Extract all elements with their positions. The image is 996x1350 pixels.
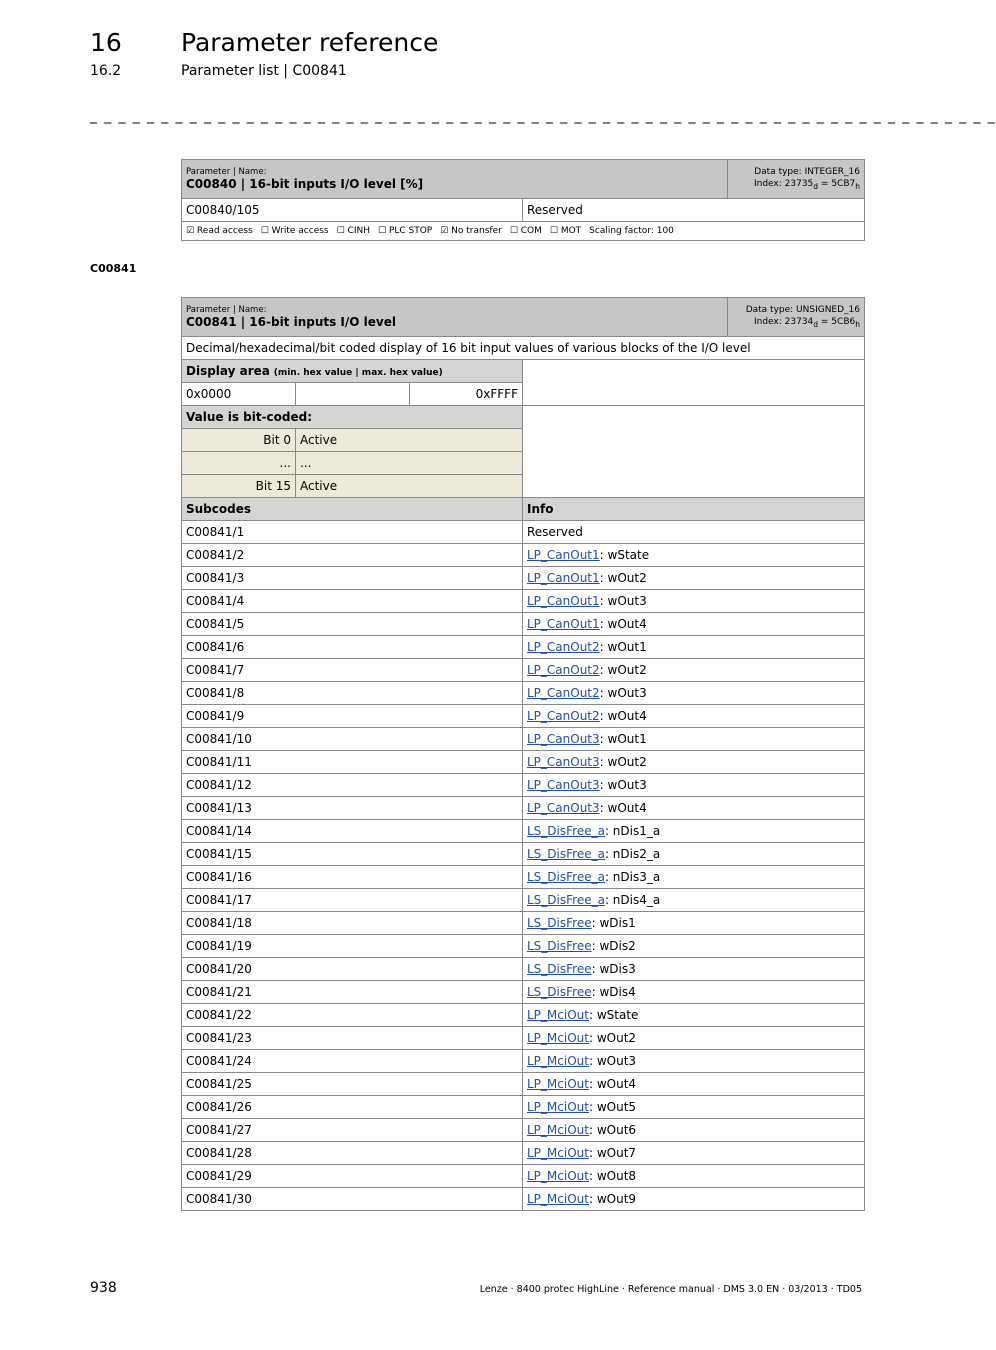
empty-cell [296,383,410,406]
subcode-cell: C00841/23 [182,1027,523,1050]
subcode-cell: C00841/3 [182,567,523,590]
info-text: : wOut2 [588,1031,637,1045]
flag-plc-stop: ☐ PLC STOP [378,226,433,236]
block-link[interactable]: LS_DisFree [527,939,592,953]
info-text: : wOut1 [599,732,647,746]
block-link[interactable]: LP_CanOut1 [527,617,600,631]
info-cell [523,1096,865,1119]
bit-label: ... [182,452,296,475]
block-link[interactable]: LP_CanOut3 [527,778,600,792]
block-link[interactable]: LP_CanOut2 [527,640,600,654]
info-cell [523,705,865,728]
block-link[interactable]: LP_MciOut [527,1031,589,1045]
block-link[interactable]: LP_CanOut3 [527,732,600,746]
bit-label: Bit 15 [182,475,296,498]
code-label: C00841 [90,262,137,275]
subcode-cell: C00841/28 [182,1142,523,1165]
table-row [182,613,865,636]
subcode-cell: C00841/12 [182,774,523,797]
info-text: : wOut2 [599,755,647,769]
max-value: 0xFFFF [410,383,523,406]
info-text: : wOut4 [588,1077,637,1091]
subcode-cell: C00841/27 [182,1119,523,1142]
table-row [182,636,865,659]
block-link[interactable]: LP_CanOut2 [527,663,600,677]
table-row [182,521,865,544]
table-row [182,797,865,820]
col-info: Info [523,498,865,521]
subcode-cell: C00841/21 [182,981,523,1004]
table-row [182,682,865,705]
info-text: : wDis1 [591,916,636,930]
chapter-number: 16 [90,28,122,57]
info-text: : wState [588,1008,639,1022]
subcode-cell: C00841/14 [182,820,523,843]
info-text: Reserved [527,525,583,539]
info-text: : wOut3 [599,778,647,792]
subcode-cell: C00841/24 [182,1050,523,1073]
empty-cell [523,406,865,498]
info-cell [523,1050,865,1073]
info-text: : wOut6 [588,1123,637,1137]
info-cell [523,774,865,797]
subcode-cell: C00841/20 [182,958,523,981]
info-cell [523,981,865,1004]
subcode-cell: C00840/105 [182,199,523,222]
table-row [182,590,865,613]
subcode-cell: C00841/4 [182,590,523,613]
table-row [182,843,865,866]
subcode-cell: C00841/8 [182,682,523,705]
block-link[interactable]: LS_DisFree [527,916,592,930]
info-text: : wState [599,548,650,562]
block-link[interactable]: LP_MciOut [527,1123,589,1137]
info-text: : wOut3 [599,594,647,608]
table-row [182,705,865,728]
subcode-cell: C00841/26 [182,1096,523,1119]
info-cell [523,1165,865,1188]
block-link[interactable]: LP_MciOut [527,1054,589,1068]
info-cell [523,912,865,935]
footer-text: Lenze · 8400 protec HighLine · Reference manual · DMS 3.0 EN · 03/2013 · TD05 [479,1284,862,1295]
info-cell [523,636,865,659]
subcode-cell: C00841/25 [182,1073,523,1096]
section-number: 16.2 [90,63,122,79]
param-name-cell [182,160,728,199]
display-area-label: Display area [186,364,270,378]
bit-value: Active [296,429,523,452]
info-cell [523,1188,865,1211]
block-link[interactable]: LP_MciOut [527,1192,589,1206]
display-area-header [182,360,523,383]
table-row [182,1073,865,1096]
subcode-cell: C00841/7 [182,659,523,682]
info-text: : wDis3 [591,962,636,976]
table-row [182,1004,865,1027]
info-cell [523,935,865,958]
subcode-cell: C00841/11 [182,751,523,774]
subcode-info-cell: Reserved [523,199,865,222]
subcode-cell: C00841/17 [182,889,523,912]
table-row [182,889,865,912]
table-row [182,912,865,935]
info-cell [523,659,865,682]
info-text: : wOut3 [599,686,647,700]
info-text: : wDis4 [591,985,636,999]
table-row [182,1165,865,1188]
info-cell [523,1073,865,1096]
flag-read-access: ☑ Read access [186,226,253,236]
info-cell [523,590,865,613]
empty-cell [523,360,865,406]
block-link[interactable]: LP_MciOut [527,1077,589,1091]
subcode-cell: C00841/16 [182,866,523,889]
block-link[interactable]: LS_DisFree_a [527,847,605,861]
header-separator: _ _ _ _ _ _ _ _ _ _ _ _ _ _ _ _ _ _ _ _ _ _ _ _ _ _ _ _ _ _ _ _ _ _ _ _ _ _ _ _ _ _ _ _ _ _ _ _ _ _ _ _ _ _ _ _ _ _ _ _ _ _ _ _ [90,108,996,124]
block-link[interactable]: LS_DisFree_a [527,893,605,907]
info-cell [523,521,865,544]
flag-write-access: ☐ Write access [260,226,329,236]
param-label: Parameter | Name: [186,305,267,315]
info-cell [523,613,865,636]
table-row [182,1027,865,1050]
info-cell [523,797,865,820]
subcode-cell: C00841/22 [182,1004,523,1027]
flag-mot: ☐ MOT [549,226,582,236]
table-row [182,935,865,958]
table-row [182,1096,865,1119]
min-value: 0x0000 [182,383,296,406]
block-link[interactable]: LP_MciOut [527,1169,589,1183]
subcode-cell: C00841/5 [182,613,523,636]
info-text: : nDis4_a [604,893,661,907]
info-text: : wOut7 [588,1146,637,1160]
flag-cinh: ☐ CINH [336,226,370,236]
info-cell [523,889,865,912]
bitcoded-label: Value is bit-coded: [182,406,523,429]
info-cell [523,682,865,705]
description: Decimal/hexadecimal/bit coded display of 16 bit input values of various blocks of the I/O level [182,337,865,360]
param-label: Parameter | Name: [186,167,267,177]
data-type: Data type: UNSIGNED_16 [745,304,860,315]
table-row [182,659,865,682]
block-link[interactable]: LP_MciOut [527,1008,589,1022]
info-cell [523,728,865,751]
table-row [182,1119,865,1142]
info-cell [523,751,865,774]
table-row [182,820,865,843]
block-link[interactable]: LS_DisFree [527,985,592,999]
table-row [182,981,865,1004]
info-text: : wDis2 [591,939,636,953]
table-row [182,544,865,567]
block-link[interactable]: LP_CanOut3 [527,801,600,815]
block-link[interactable]: LP_CanOut2 [527,709,600,723]
info-text: : wOut1 [599,640,647,654]
info-cell [523,958,865,981]
block-link[interactable]: LP_CanOut1 [527,594,600,608]
table-row [182,1188,865,1211]
flag-com: ☐ COM [509,226,542,236]
param-name: C00841 | 16-bit inputs I/O level [186,315,396,329]
info-cell [523,544,865,567]
info-text: : nDis3_a [604,870,661,884]
info-cell [523,567,865,590]
scaling-factor: Scaling factor: 100 [589,226,674,236]
data-index: Index: $23735_d = 5CB7_h$ [753,178,861,191]
page-number: 938 [90,1280,117,1296]
table-row [182,774,865,797]
block-link[interactable]: LP_CanOut3 [527,755,600,769]
display-area-hint: (min. hex value | max. hex value) [273,368,443,378]
info-cell [523,843,865,866]
info-text: : wOut9 [588,1192,637,1206]
info-text: : wOut5 [588,1100,637,1114]
block-link[interactable]: LS_DisFree [527,962,592,976]
info-text: : nDis2_a [604,847,661,861]
data-type-cell [728,298,865,337]
data-type-cell [728,160,865,199]
parameter-table-c00841 [181,297,865,1211]
subcode-cell: C00841/29 [182,1165,523,1188]
table-row [182,958,865,981]
table-row [182,1142,865,1165]
info-text: : wOut4 [599,617,647,631]
info-text: : wOut4 [599,801,647,815]
info-cell [523,1119,865,1142]
subcode-cell: C00841/1 [182,521,523,544]
param-name: C00840 | 16-bit inputs I/O level [%] [186,177,424,191]
info-cell [523,1004,865,1027]
info-text: : wOut4 [599,709,647,723]
col-subcodes: Subcodes [182,498,523,521]
block-link[interactable]: LP_MciOut [527,1146,589,1160]
table-row [182,728,865,751]
flag-no-transfer: ☑ No transfer [440,226,502,236]
table-row [182,751,865,774]
subcode-cell: C00841/18 [182,912,523,935]
subcode-cell: C00841/13 [182,797,523,820]
data-index: Index: $23734_d = 5CB6_h$ [753,316,860,329]
bit-label: Bit 0 [182,429,296,452]
subcode-cell: C00841/15 [182,843,523,866]
info-text: : wOut2 [599,571,647,585]
info-cell [523,1142,865,1165]
bit-value: Active [296,475,523,498]
block-link[interactable]: LP_CanOut1 [527,548,600,562]
param-name-cell [182,298,728,337]
info-text: : wOut8 [588,1169,637,1183]
bit-value: ... [296,452,523,475]
info-text: : wOut3 [588,1054,637,1068]
block-link[interactable]: LS_DisFree_a [527,824,605,838]
block-link[interactable]: LP_CanOut1 [527,571,600,585]
info-cell [523,820,865,843]
block-link[interactable]: LS_DisFree_a [527,870,605,884]
data-type: Data type: INTEGER_16 [754,166,861,177]
info-text: : nDis1_a [604,824,661,838]
info-cell [523,866,865,889]
info-text: : wOut2 [599,663,647,677]
section-title: Parameter list | C00841 [181,63,347,79]
table-row [182,567,865,590]
parameter-table-c00840 [181,159,865,241]
table-row [182,1050,865,1073]
subcode-cell: C00841/9 [182,705,523,728]
chapter-title: Parameter reference [181,28,439,57]
subcode-cell: C00841/30 [182,1188,523,1211]
subcode-cell: C00841/6 [182,636,523,659]
block-link[interactable]: LP_CanOut2 [527,686,600,700]
access-flags [182,222,865,241]
info-cell [523,1027,865,1050]
block-link[interactable]: LP_MciOut [527,1100,589,1114]
subcode-cell: C00841/2 [182,544,523,567]
table-row [182,866,865,889]
subcode-cell: C00841/10 [182,728,523,751]
subcode-cell: C00841/19 [182,935,523,958]
